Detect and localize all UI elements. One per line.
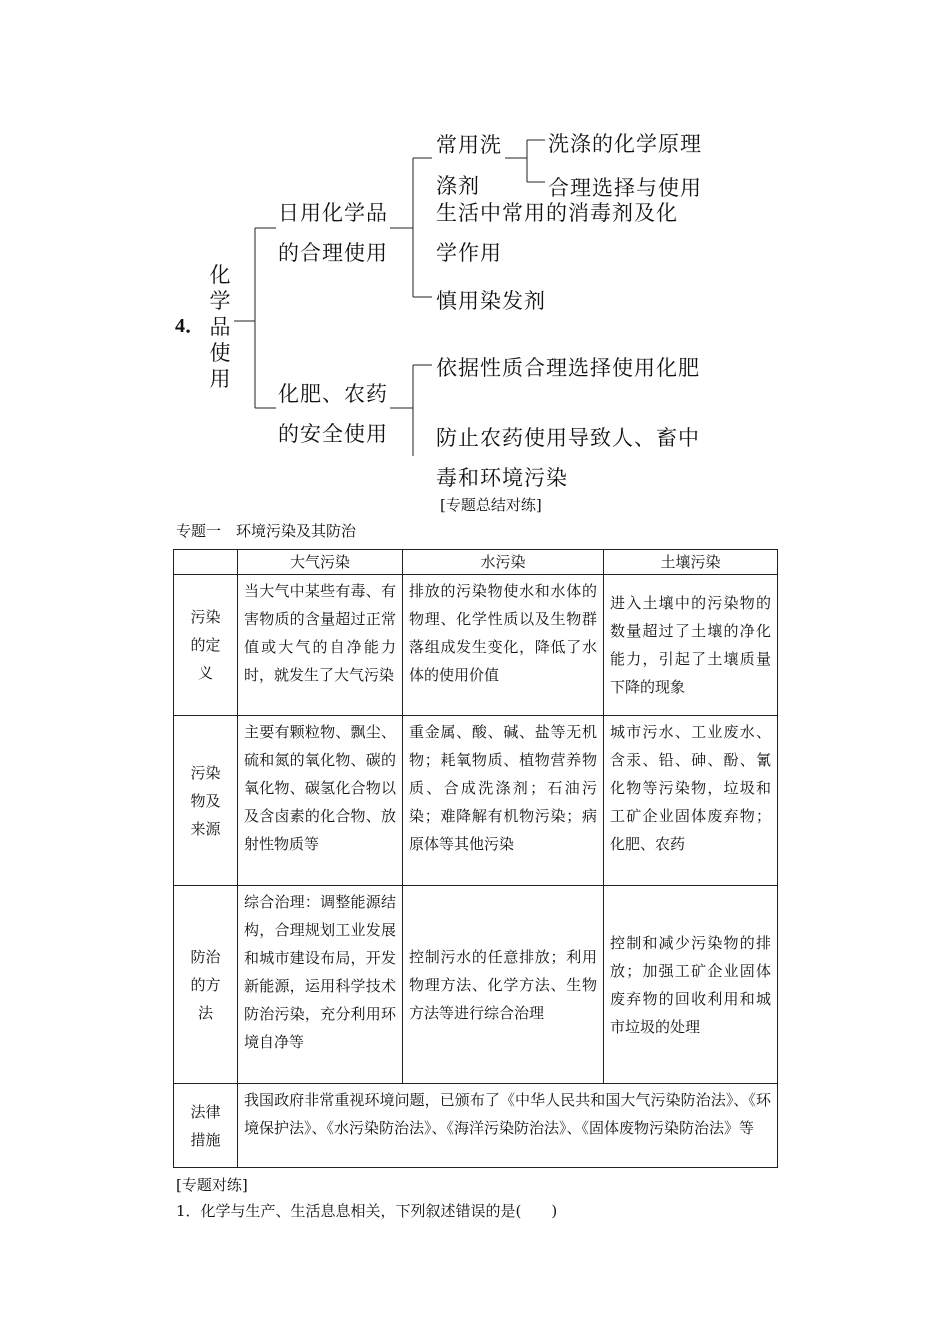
row-label-law: 法律措施 [174, 1084, 238, 1168]
disinfectant-line1: 生活中常用的消毒剂及化 [436, 201, 678, 225]
table-header-empty [174, 550, 238, 575]
outline-bracket-lines [0, 0, 950, 520]
pesticide-line2: 毒和环境污染 [436, 466, 568, 490]
detergent-label-line2: 涤剂 [436, 174, 480, 198]
root-label: 化学品使用 [209, 263, 231, 391]
hair-dye-item: 慎用染发剂 [436, 289, 546, 313]
practice-heading: [专题对练] [176, 1176, 248, 1194]
disinfectant-line2: 学作用 [436, 241, 502, 265]
cell-air-sources: 主要有颗粒物、飘尘、硫和氮的氧化物、碳的氧化物、碳氢化合物以及含卤素的化合物、放射性物质等 [238, 716, 403, 886]
cell-soil-sources: 城市污水、工业废水、含汞、铅、砷、酚、氰化物等污染物，垃圾和工矿企业固体废弃物；化肥、农药 [604, 716, 778, 886]
table-row [174, 886, 778, 1084]
table-row [174, 575, 778, 716]
branch1-label-line2: 的合理使用 [278, 241, 388, 265]
summary-heading: [专题总结对练] [440, 496, 542, 514]
cell-water-sources: 重金属、酸、碱、盐等无机物；耗氧物质、植物营养物质、合成洗涤剂；石油污染；难降解有机物污染；病原体等其他污染 [403, 716, 604, 886]
table-row [174, 1084, 778, 1168]
section-number: 4． [175, 315, 205, 337]
detergent-item-principle: 洗涤的化学原理 [548, 132, 702, 156]
branch1-label-line1: 日用化学品 [278, 201, 388, 225]
topic-title: 专题一 环境污染及其防治 [176, 522, 357, 540]
pollution-table [173, 549, 778, 1168]
cell-water-prevention: 控制污水的任意排放；利用物理方法、化学方法、生物方法等进行综合治理 [403, 886, 604, 1084]
question-text: 1．化学与生产、生活息息相关，下列叙述错误的是( ) [176, 1202, 558, 1220]
table-header-water: 水污染 [403, 550, 604, 575]
cell-water-definition: 排放的污染物使水和水体的物理、化学性质以及生物群落组成发生变化，降低了水体的使用价值 [403, 575, 604, 716]
table-row [174, 716, 778, 886]
row-label-prevention: 防治的方法 [174, 886, 238, 1084]
branch2-label-line2: 的安全使用 [278, 422, 388, 446]
table-header-row [174, 550, 778, 575]
cell-air-prevention: 综合治理：调整能源结构，合理规划工业发展和城市建设布局，开发新能源，运用科学技术防治污染，充分利用环境自净等 [238, 886, 403, 1084]
detergent-item-usage: 合理选择与使用 [548, 176, 702, 200]
cell-soil-definition: 进入土壤中的污染物的数量超过了土壤的净化能力，引起了土壤质量下降的现象 [604, 575, 778, 716]
cell-air-definition: 当大气中某些有毒、有害物质的含量超过正常值或大气的自净能力时，就发生了大气污染 [238, 575, 403, 716]
table-header-air: 大气污染 [238, 550, 403, 575]
table-header-soil: 土壤污染 [604, 550, 778, 575]
branch2-label-line1: 化肥、农药 [278, 382, 388, 406]
cell-law-text: 我国政府非常重视环境问题，已颁布了《中华人民共和国大气污染防治法》、《环境保护法》、《水污染防治法》、《海洋污染防治法》、《固体废物污染防治法》等 [238, 1084, 778, 1168]
row-label-sources: 污染物及来源 [174, 716, 238, 886]
detergent-label-line1: 常用洗 [436, 133, 502, 157]
pesticide-line1: 防止农药使用导致人、畜中 [436, 426, 700, 450]
cell-soil-prevention: 控制和减少污染物的排放；加强工矿企业固体废弃物的回收利用和城市垃圾的处理 [604, 886, 778, 1084]
row-label-definition: 污染的定义 [174, 575, 238, 716]
fertilizer-item: 依据性质合理选择使用化肥 [436, 356, 700, 380]
